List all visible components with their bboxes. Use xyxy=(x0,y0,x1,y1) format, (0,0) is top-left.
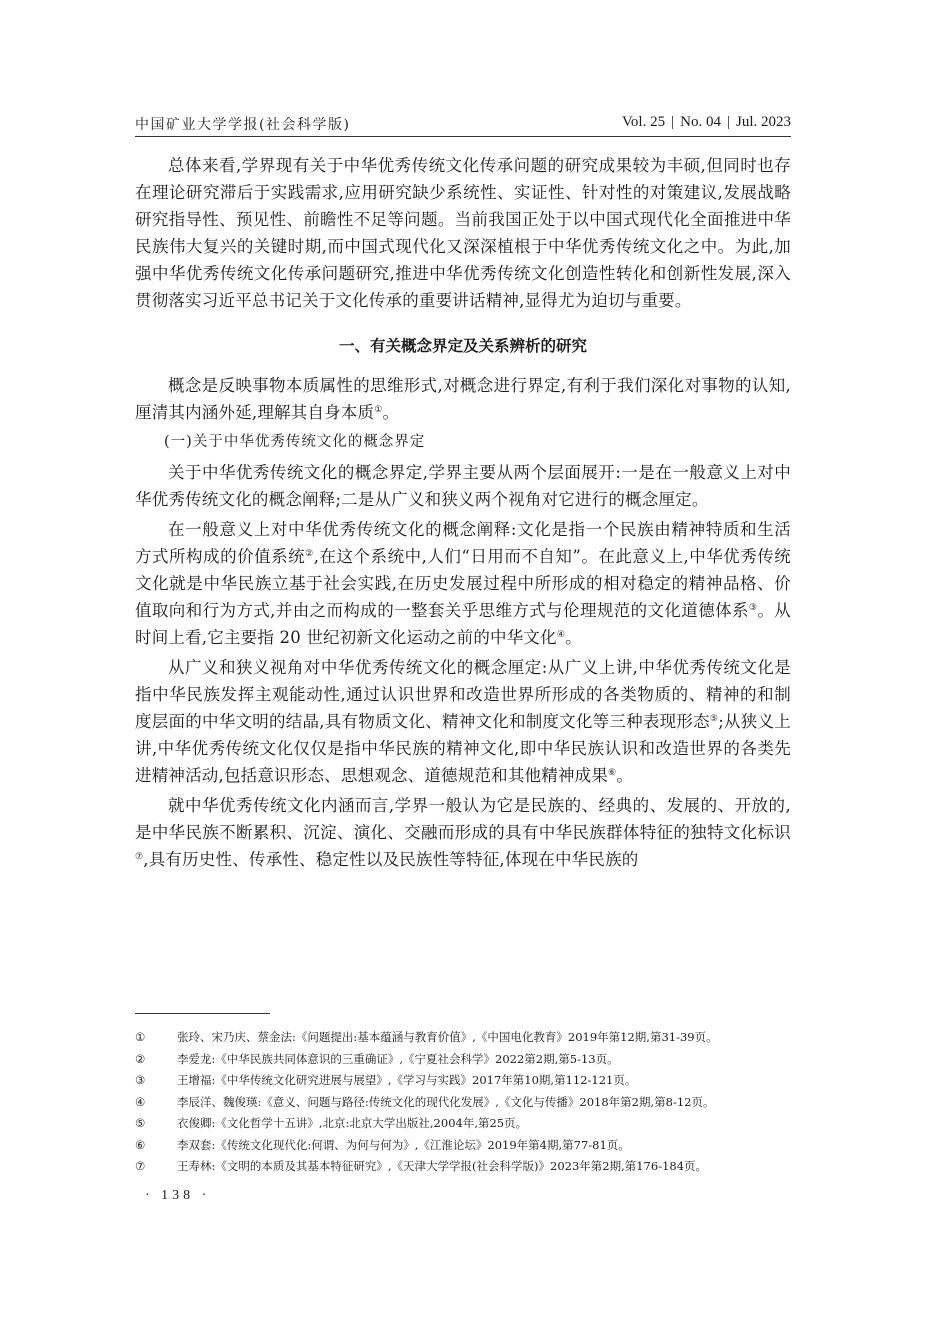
separator: | xyxy=(671,114,675,130)
footnote-divider xyxy=(135,1013,270,1014)
paragraph-concept xyxy=(135,372,791,426)
footnote-item xyxy=(135,1070,791,1092)
paragraph-text: 在一般意义上对中华优秀传统文化的概念阐释:文化是指一个民族由精神特质和生活方式所构成的价值系统 xyxy=(135,520,791,566)
subsection-heading: (一)关于中华优秀传统文化的概念界定 xyxy=(164,434,426,450)
issue-info xyxy=(622,114,791,131)
footnote-ref[interactable]: ⑦ xyxy=(135,852,144,862)
footnote-item xyxy=(135,1049,791,1071)
paragraph-text: 。 xyxy=(616,766,634,785)
footnote-item xyxy=(135,1135,791,1157)
footnote-item xyxy=(135,1027,791,1049)
paragraph-broad-narrow xyxy=(135,654,791,789)
paragraph-text: 就中华优秀传统文化内涵而言,学界一般认为它是民族的、经典的、发展的、开放的,是中华民族不断累积、沉淀、演化、交融而形成的具有中华民族群体特征的独特文化标识 xyxy=(135,796,791,842)
footnote-number: ① xyxy=(135,1030,146,1044)
journal-title: 中国矿业大学学报(社会科学版) xyxy=(135,117,351,133)
footnote-number: ④ xyxy=(135,1094,146,1109)
footnote-ref[interactable]: ④ xyxy=(556,630,566,640)
footnote-text: 王增福:《中华传统文化研究进展与展望》,《学习与实践》2017年第10期,第112-121页。 xyxy=(177,1073,637,1087)
paragraph-general-meaning xyxy=(135,516,791,651)
footnote-item xyxy=(135,1113,791,1135)
paragraph-summary: 总体来看,学界现有关于中华优秀传统文化传承问题的研究成果较为丰硕,但同时也存在理论研究滞后于实践需求,应用研究缺少系统性、实证性、针对性的对策建议,发展战略研究指导性、预见性、前瞻性不足等问题。当前我国正处于以中国式现代化全面推进中华民族伟大复兴的关键时期,而中国式现代化又深深植根于中华优秀传统文化之中。为此,加强中华优秀传统文化传承问题研究,推进中华优秀传统文化创造性转化和创新性发展,深入贯彻落实习近平总书记关于文化传承的重要讲话精神,显得尤为迫切与重要。 xyxy=(135,156,791,310)
footnote-item xyxy=(135,1092,791,1114)
issue-number: No. 04 xyxy=(680,114,721,130)
page-number: · 138 · xyxy=(145,1188,211,1203)
paragraph-text: 从广义和狭义视角对中华优秀传统文化的概念厘定:从广义上讲,中华优秀传统文化是指中华民族发挥主观能动性,通过认识世界和改造世界所形成的各类物质的、精神的和制度层面的中华文明的结晶,具有物质文化、精神文化和制度文化等三种表现形态 xyxy=(135,658,791,731)
paragraph-text: ,在这个系统中,人们“日用而不自知”。在此意义上,中华优秀传统文化就是中华民族立基于社会实践,在历史发展过程中所形成的相对稳定的精神品格、价值取向和行为方式,并由之而构成的一整套关乎思维方式与伦理规范的文化道德体系 xyxy=(135,547,791,620)
paragraph-connotation xyxy=(135,792,791,873)
paragraph-text: 。从时间上看,它主要指 20 世纪初新文化运动之前的中华文化 xyxy=(135,601,791,647)
section-heading: 一、有关概念界定及关系辨析的研究 xyxy=(338,337,587,355)
running-header xyxy=(135,112,791,137)
footnote-text: 王寿林:《文明的本质及其基本特征研究》,《天津大学学报(社会科学版)》2023年第2期,第176-184页。 xyxy=(177,1159,708,1173)
footnote-number: ⑥ xyxy=(135,1137,146,1152)
paragraph-text: ,具有历史性、传承性、稳定性以及民族性等特征,体现在中华民族的 xyxy=(143,850,639,869)
footnote-ref[interactable]: ① xyxy=(374,405,383,415)
footnote-number: ⑦ xyxy=(135,1159,146,1173)
footnote-ref[interactable]: ⑤ xyxy=(709,714,719,724)
footnote-ref[interactable]: ⑥ xyxy=(608,768,617,778)
footnote-number: ③ xyxy=(135,1073,146,1087)
volume: Vol. 25 xyxy=(622,114,666,130)
footnotes xyxy=(135,1027,791,1178)
footnote-text: 李爱龙:《中华民族共同体意识的三重确证》,《宁夏社会科学》2022第2期,第5-13页。 xyxy=(177,1051,619,1066)
footnote-ref[interactable]: ② xyxy=(305,549,314,559)
paragraph-text: 概念是反映事物本质属性的思维形式,对概念进行界定,有利于我们深化对事物的认知,厘清其内涵外延,理解其自身本质 xyxy=(135,376,791,422)
footnote-text: 张玲、宋乃庆、蔡金法:《问题提出:基本蕴涵与教育价值》,《中国电化教育》2019年第12期,第31-39页。 xyxy=(177,1030,718,1044)
article-body xyxy=(135,152,791,876)
footnote-ref[interactable]: ③ xyxy=(748,603,758,613)
footnote-text: 衣俊卿:《文化哲学十五讲》,北京:北京大学出版社,2004年,第25页。 xyxy=(177,1116,528,1130)
paragraph-text: 。 xyxy=(382,403,400,422)
issue-date: Jul. 2023 xyxy=(735,114,791,130)
footnote-number: ② xyxy=(135,1051,146,1066)
footnote-text: 李双套:《传统文化现代化:何谓、为何与何为》,《江淮论坛》2019年第4期,第77-81页。 xyxy=(177,1137,630,1152)
paragraph-text: 。 xyxy=(565,628,582,647)
footnote-number: ⑤ xyxy=(135,1116,146,1130)
footnote-text: 李辰洋、魏俊瑛:《意义、问题与路径:传统文化的现代化发展》,《文化与传播》2018年第2期,第8-12页。 xyxy=(177,1094,715,1109)
separator: | xyxy=(726,114,730,130)
footnote-item xyxy=(135,1156,791,1178)
paragraph-two-levels: 关于中华优秀传统文化的概念界定,学界主要从两个层面展开:一是在一般意义上对中华优秀传统文化的概念阐释;二是从广义和狭义两个视角对它进行的概念厘定。 xyxy=(135,463,791,509)
paragraph-text: ;从狭义上讲,中华优秀传统文化仅仅是指中华民族的精神文化,即中华民族认识和改造世界的各类先进精神活动,包括意识形态、思想观念、道德规范和其他精神成果 xyxy=(135,712,791,785)
